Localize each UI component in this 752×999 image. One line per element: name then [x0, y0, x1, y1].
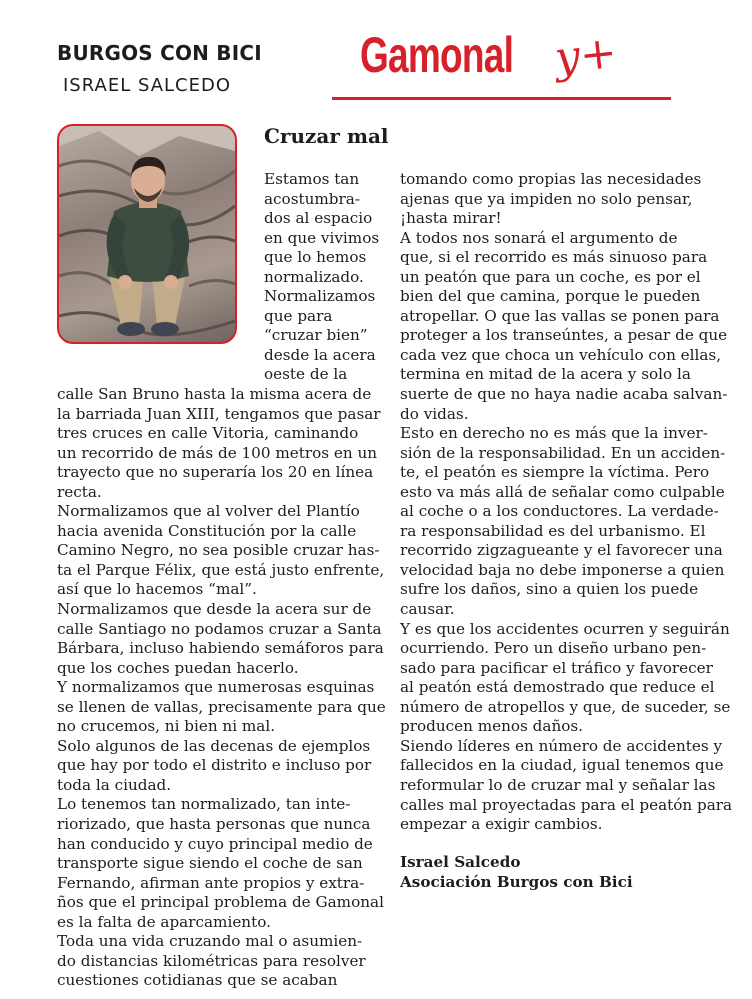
text-line: que, si el recorrido es más sinuoso para — [400, 248, 708, 267]
text-line: calles mal proyectadas para el peatón para — [400, 795, 733, 814]
text-line: Siendo líderes en número de accidentes y — [400, 736, 723, 755]
text-line: transporte sigue siendo el coche de san — [57, 854, 363, 873]
text-line: que los coches puedan hacerlo. — [57, 658, 299, 677]
text-line: número de atropellos y que, de suceder, se — [400, 697, 731, 716]
text-line: Estamos tan — [264, 170, 360, 188]
text-line: que lo hemos — [264, 248, 367, 267]
text-line: producen menos daños. — [400, 717, 583, 736]
text-line: ¡hasta mirar! — [400, 209, 502, 228]
text-line: Esto en derecho no es más que la inver- — [400, 424, 708, 443]
text-line: te, el peatón es siempre la víctima. Pero — [400, 463, 710, 482]
text-line: Lo tenemos tan normalizado, tan inte- — [57, 795, 351, 814]
text-line: bien del que camina, porque le pueden — [400, 287, 701, 306]
article-column-1-top — [264, 170, 379, 385]
text-line: es la falta de aparcamiento. — [57, 912, 271, 931]
text-line: suerte de que no haya nadie acaba salvan- — [400, 385, 728, 404]
text-line: calle Santiago no podamos cruzar a Santa — [57, 619, 382, 638]
text-line: recorrido zigzagueante y el favorecer una — [400, 541, 723, 560]
text-line: desde la acera — [264, 345, 376, 364]
text-line: se llenen de vallas, precisamente para que — [57, 697, 386, 716]
text-line: sión de la responsabilidad. En un acciden- — [400, 443, 726, 462]
text-line: riorizado, que hasta personas que nunca — [57, 815, 371, 834]
signature — [400, 853, 633, 892]
text-line: proteger a los transeúntes, a pesar de que — [400, 326, 728, 345]
text-line: Solo algunos de las decenas de ejemplos — [57, 736, 371, 755]
text-line: termina en mitad de la acera y solo la — [400, 365, 691, 384]
text-line: al coche o a los conductores. La verdade- — [400, 502, 719, 521]
text-line: han conducido y cuyo principal medio de — [57, 834, 373, 853]
text-line: que hay por todo el distrito e incluso por — [57, 756, 372, 775]
text-line: Camino Negro, no sea posible cruzar has- — [57, 541, 380, 560]
text-line: la barriada Juan XIII, tengamos que pasar — [57, 404, 381, 423]
text-line: “cruzar bien” — [264, 326, 368, 345]
text-line: toda la ciudad. — [57, 775, 172, 794]
text-line: sado para pacificar el tráfico y favorecer — [400, 658, 713, 677]
signature-organization: Asociación Burgos con Bici — [400, 872, 633, 891]
text-line: ocurriendo. Pero un diseño urbano pen- — [400, 639, 707, 658]
text-line: cada vez que choca un vehículo con ellas, — [400, 345, 722, 364]
text-line: Y es que los accidentes ocurren y seguirán — [400, 619, 730, 638]
text-line: que para — [264, 306, 333, 325]
text-line: esto va más allá de señalar como culpable — [400, 482, 725, 501]
text-line: sufre los daños, sino a quien los puede — [400, 580, 699, 599]
text-line: causar. — [400, 600, 455, 619]
text-line: tres cruces en calle Vitoria, caminando — [57, 424, 359, 443]
text-line: Bárbara, incluso habiendo semáforos para — [57, 639, 384, 658]
text-line: calle San Bruno hasta la misma acera de — [57, 385, 372, 403]
text-line: Normalizamos — [264, 287, 376, 306]
text-line: Fernando, afirman ante propios y extra- — [57, 873, 365, 892]
text-line: dos al espacio — [264, 209, 373, 228]
text-line: Y normalizamos que numerosas esquinas — [57, 678, 375, 697]
text-line: ajenas que ya impiden no solo pensar, — [400, 189, 693, 208]
text-line: no crucemos, ni bien ni mal. — [57, 717, 276, 736]
article-column-1 — [57, 385, 386, 991]
text-line: ta el Parque Félix, que está justo enfrente, — [57, 560, 385, 579]
text-line: trayecto que no superaría los 20 en línea — [57, 463, 374, 482]
text-line: empezar a exigir cambios. — [400, 815, 603, 834]
text-line: acostumbra- — [264, 189, 360, 208]
text-line: Normalizamos que al volver del Plantío — [57, 502, 360, 521]
text-line: A todos nos sonará el argumento de — [400, 228, 678, 247]
text-line: ños que el principal problema de Gamonal — [57, 893, 384, 912]
text-line: Toda una vida cruzando mal o asumien- — [57, 932, 363, 951]
text-line: oeste de la — [264, 365, 348, 384]
text-line: fallecidos en la ciudad, igual tenemos que — [400, 756, 724, 775]
text-line: así que lo hacemos “mal”. — [57, 580, 257, 599]
text-line: ra responsabilidad es del urbanismo. El — [400, 521, 706, 540]
article-column-2 — [400, 170, 732, 835]
header-rule — [332, 97, 671, 100]
text-line: un peatón que para un coche, es por el — [400, 267, 701, 286]
text-line: recta. — [57, 482, 102, 501]
gamonal-logo-suffix: y+ — [552, 26, 620, 85]
text-line: velocidad baja no debe imponerse a quien — [400, 560, 725, 579]
text-line: tomando como propias las necesidades — [400, 170, 702, 188]
text-line: Normalizamos que desde la acera sur de — [57, 600, 372, 619]
article-headline: Cruzar mal — [264, 124, 389, 148]
author-photo-illustration — [59, 126, 235, 342]
author-photo — [57, 124, 237, 344]
text-line: al peatón está demostrado que reduce el — [400, 678, 715, 697]
text-line: do vidas. — [400, 404, 469, 423]
text-line: un recorrido de más de 100 metros en un — [57, 443, 378, 462]
text-line: normalizado. — [264, 267, 364, 286]
text-line: reformular lo de cruzar mal y señalar las — [400, 775, 716, 794]
text-line: en que vivimos — [264, 228, 380, 247]
text-line: atropellar. O que las vallas se ponen para — [400, 306, 720, 325]
section-title: BURGOS CON BICI — [57, 41, 262, 65]
signature-name: Israel Salcedo — [400, 853, 521, 871]
text-line: cuestiones cotidianas que se acaban — [57, 971, 338, 990]
gamonal-logo: Gamonal — [360, 27, 514, 83]
text-line: hacia avenida Constitución por la calle — [57, 521, 357, 540]
text-line: do distancias kilométricas para resolver — [57, 951, 366, 970]
author-byline: ISRAEL SALCEDO — [63, 75, 232, 96]
